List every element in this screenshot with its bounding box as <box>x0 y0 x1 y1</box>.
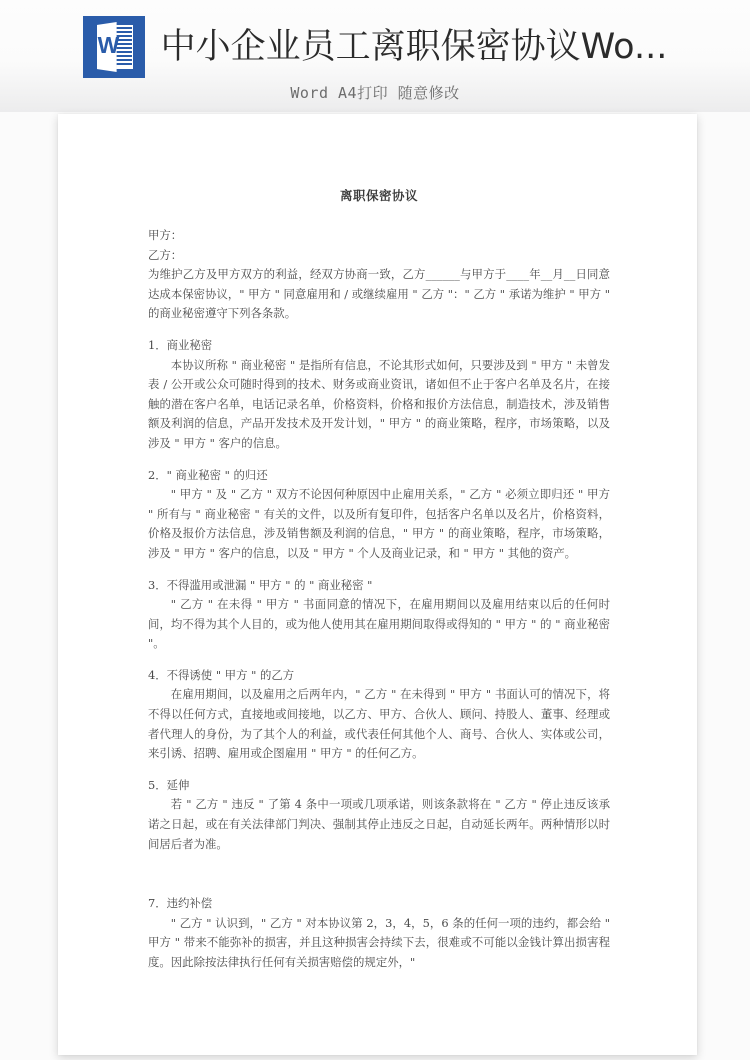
section-3-body: " 乙方 " 在未得 " 甲方 " 书面同意的情况下，在雇用期间以及雇用结束以后的任何时间，均不得为其个人目的，或为他人使用其在雇用期间取得或得知的 " 甲方 " 的 " 商业秘密 "。 <box>148 597 610 651</box>
word-icon-letter: W <box>97 32 120 58</box>
section-4-body: 在雇用期间，以及雇用之后两年内，" 乙方 " 在未得到 " 甲方 " 书面认可的情况下，将不得以任何方式，直接地或间接地，以乙方、甲方、合伙人、顾问、持股人、董事、经理或者代理人的身份，为了其个人的利益，或代表任何其他个人、商号、合伙人、实体或公司，来引诱、招聘、雇用或企图雇用 " 甲方 " 的任何乙方。 <box>148 687 610 761</box>
section-3-title: 3．不得滥用或泄漏 " 甲方 " 的 " 商业秘密 " <box>148 577 373 592</box>
section-2-title: 2．" 商业秘密 " 的归还 <box>148 467 268 482</box>
header-title-row <box>0 16 750 78</box>
spacer <box>148 454 610 466</box>
paragraph-preamble: 为维护乙方及甲方双方的利益，经双方协商一致，乙方______与甲方于____年__月__日同意达成本保密协议，" 甲方 " 同意雇用和 / 或继续雇用 " 乙方 "：" 乙方 " 承诺为维护 " 甲方 " 的商业秘密遵守下列各条款。 <box>148 267 610 321</box>
page-title: 中小企业员工离职保密协议Wo... <box>160 27 668 67</box>
document-body <box>148 186 610 973</box>
section-5-body: 若 " 乙方 " 违反 " 了第 4 条中一项或几项承诺，则该条款将在 " 乙方 " 停止违反该承诺之日起，或在有关法律部门判决、强制其停止违反之日起，自动延长两年。两种情形以时间居后者为准。 <box>148 797 610 851</box>
document-page-sheet[interactable] <box>58 114 697 1055</box>
preview-header <box>0 0 750 112</box>
section-7-title: 7．违约补偿 <box>148 896 213 911</box>
word-document-icon <box>83 16 145 78</box>
spacer <box>148 654 610 666</box>
spacer <box>148 564 610 576</box>
document-heading: 离职保密协议 <box>339 188 418 203</box>
section-5-title: 5．延伸 <box>148 777 190 792</box>
paragraph-party-a: 甲方： <box>148 228 183 242</box>
section-2-body: " 甲方 " 及 " 乙方 " 双方不论因何种原因中止雇用关系，" 乙方 " 必须立即归还 " 甲方 " 所有与 " 商业秘密 " 有关的文件，以及所有复印件，包括客户名单以及名片，价格资料，价格及报价方法信息，涉及销售额及利润的信息，" 甲方 " 的商业策略，程序，市场策略，涉及 " 甲方 " 客户的信息，以及 " 甲方 " 个人及商业记录，和 " 甲方 " 其他的资产。 <box>148 487 610 560</box>
spacer <box>148 764 610 776</box>
spacer <box>148 324 610 336</box>
page-subtitle: Word A4打印 随意修改 <box>290 84 460 102</box>
section-7-body: " 乙方 " 认识到，" 乙方 " 对本协议第 2，3，4，5，6 条的任何一项的违约，都会给 " 甲方 " 带来不能弥补的损害，并且这种损害会持续下去，很难或不可能以金钱计算出损害程度。因此除按法律执行任何有关损害赔偿的规定外，" <box>148 915 610 969</box>
section-1-body: 本协议所称 " 商业秘密 " 是指所有信息，不论其形式如何，只要涉及到 " 甲方 " 未曾发表 / 公开或公众可随时得到的技术、财务或商业资讯，诸如但不止于客户名单及名片，在接触的潜在客户名单，电话记录名单，价格资料，价格和报价方法信息，制造技术，涉及销售额及利润的信息，产品开发技术及开发计划，" 甲方 " 的商业策略，程序，市场策略，以及涉及 " 甲方 " 客户的信息。 <box>148 357 610 450</box>
section-1-title: 1．商业秘密 <box>148 337 213 352</box>
spacer <box>148 854 610 894</box>
section-4-title: 4．不得诱使 " 甲方 " 的乙方 <box>148 667 295 682</box>
paragraph-party-b: 乙方： <box>148 247 183 262</box>
